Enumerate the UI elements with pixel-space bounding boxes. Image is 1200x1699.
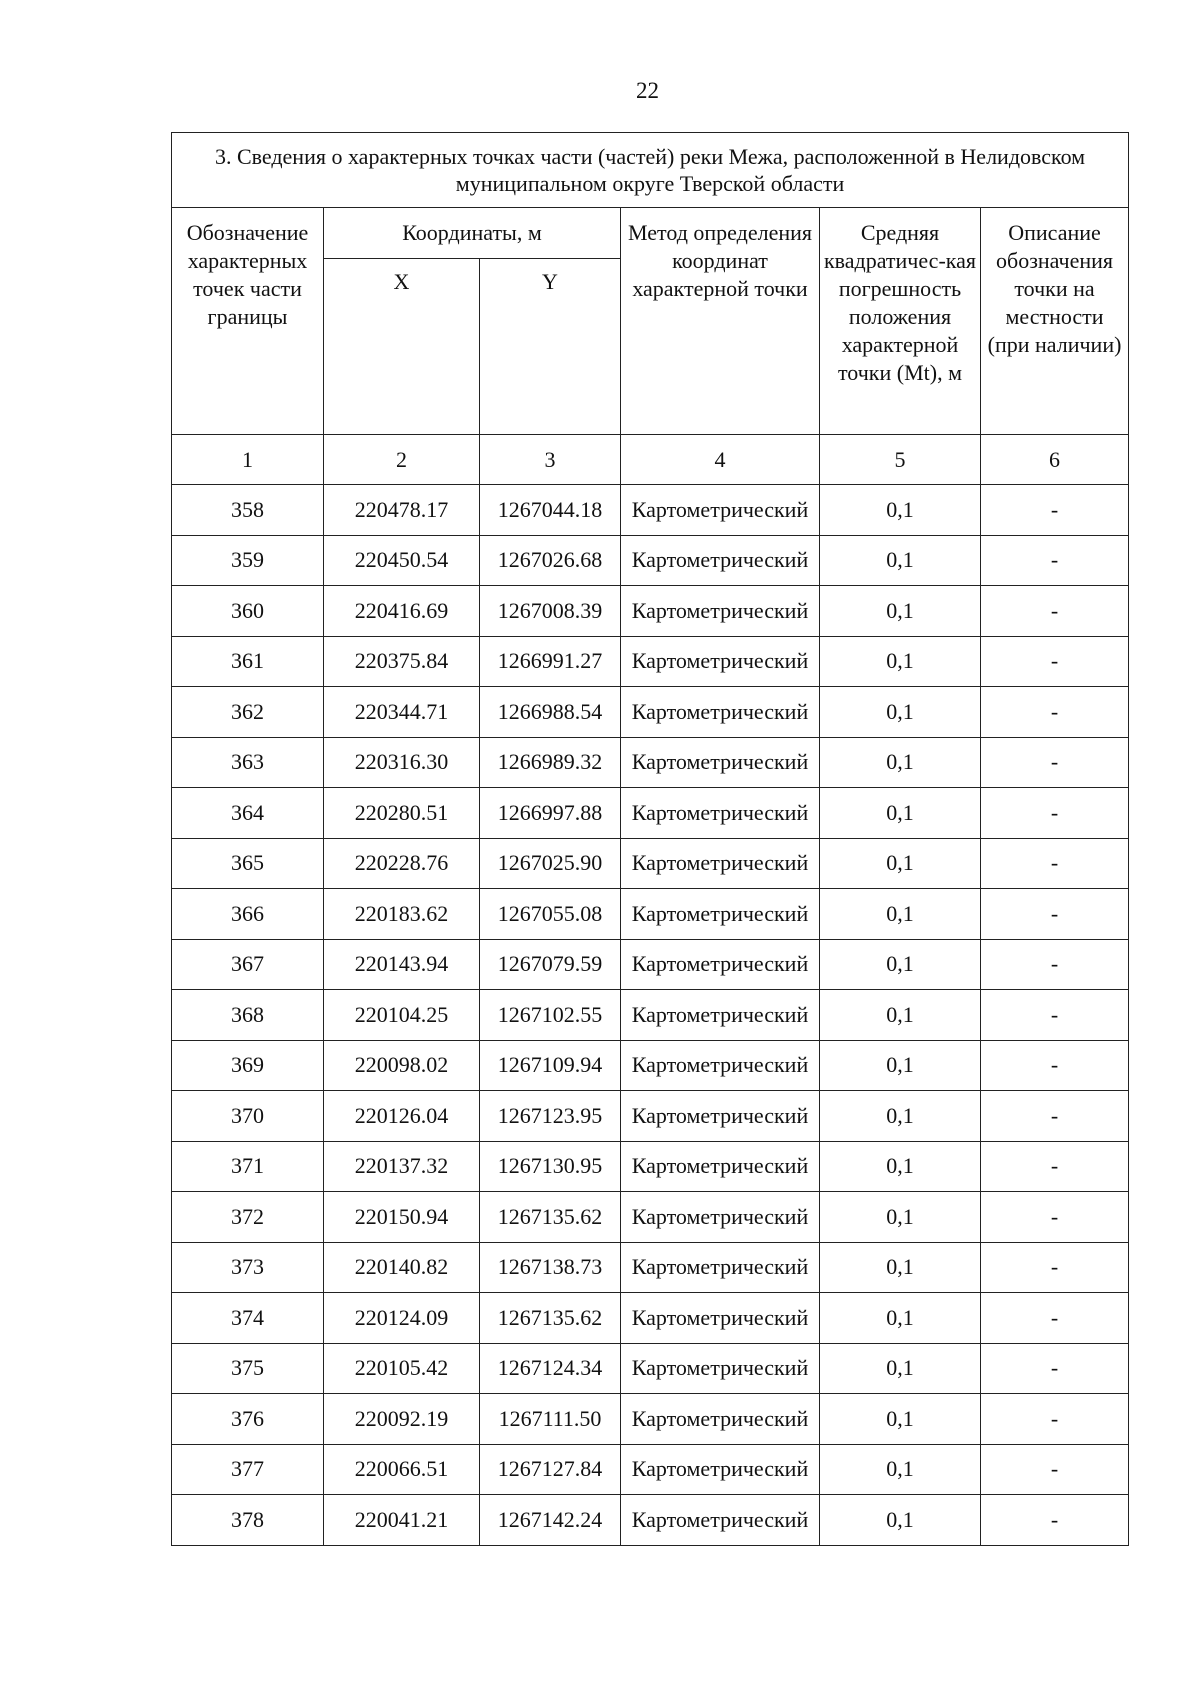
table-row [172,939,1129,990]
error-cell: 0,1 [820,939,981,990]
method-cell: Картометрический [621,1293,820,1344]
error-cell: 0,1 [820,1495,981,1546]
method-cell: Картометрический [621,889,820,940]
method-cell: Картометрический [621,939,820,990]
page-number: 22 [636,78,659,103]
x-cell: 220143.94 [324,939,480,990]
method-cell: Картометрический [621,1192,820,1243]
method-cell: Картометрический [621,1343,820,1394]
description-cell: - [981,535,1129,586]
y-cell: 1267109.94 [480,1040,621,1091]
description-cell: - [981,737,1129,788]
description-cell: - [981,1040,1129,1091]
header-description: Описание обозначения точки на местности (при наличии) [981,208,1129,435]
table-row [172,1242,1129,1293]
error-cell: 0,1 [820,485,981,536]
error-cell: 0,1 [820,1242,981,1293]
method-cell: Картометрический [621,485,820,536]
point-cell: 366 [172,889,324,940]
point-cell: 364 [172,788,324,839]
error-cell: 0,1 [820,1040,981,1091]
method-cell: Картометрический [621,636,820,687]
y-cell: 1267135.62 [480,1293,621,1344]
point-cell: 359 [172,535,324,586]
header-method: Метод определения координат характерной точки [621,208,820,435]
table-row [172,1495,1129,1546]
x-cell: 220124.09 [324,1293,480,1344]
x-cell: 220104.25 [324,990,480,1041]
y-cell: 1267127.84 [480,1444,621,1495]
point-cell: 363 [172,737,324,788]
description-cell: - [981,990,1129,1041]
description-cell: - [981,1394,1129,1445]
error-cell: 0,1 [820,1141,981,1192]
column-number: 6 [981,435,1129,485]
column-number: 3 [480,435,621,485]
method-cell: Картометрический [621,1242,820,1293]
header-point-designation: Обозначение характерных точек части границы [172,208,324,435]
method-cell: Картометрический [621,1141,820,1192]
header-coordinates: Координаты, м [324,208,621,259]
table-row [172,1040,1129,1091]
y-cell: 1267123.95 [480,1091,621,1142]
header-x: X [324,259,480,435]
point-cell: 373 [172,1242,324,1293]
point-cell: 377 [172,1444,324,1495]
x-cell: 220280.51 [324,788,480,839]
x-cell: 220344.71 [324,687,480,738]
x-cell: 220066.51 [324,1444,480,1495]
x-cell: 220137.32 [324,1141,480,1192]
table-row [172,1444,1129,1495]
header-error: Средняя квадратичес-кая погрешность положения характерной точки (Mt), м [820,208,981,435]
description-cell: - [981,889,1129,940]
y-cell: 1267079.59 [480,939,621,990]
point-cell: 374 [172,1293,324,1344]
method-cell: Картометрический [621,1444,820,1495]
point-cell: 367 [172,939,324,990]
x-cell: 220478.17 [324,485,480,536]
x-cell: 220126.04 [324,1091,480,1142]
y-cell: 1267025.90 [480,838,621,889]
x-cell: 220041.21 [324,1495,480,1546]
point-cell: 378 [172,1495,324,1546]
error-cell: 0,1 [820,1343,981,1394]
y-cell: 1266988.54 [480,687,621,738]
column-numbers-row [172,435,1129,485]
method-cell: Картометрический [621,1394,820,1445]
y-cell: 1267102.55 [480,990,621,1041]
error-cell: 0,1 [820,1293,981,1344]
column-number: 5 [820,435,981,485]
table-row [172,586,1129,637]
x-cell: 220316.30 [324,737,480,788]
table-row [172,737,1129,788]
description-cell: - [981,636,1129,687]
description-cell: - [981,1242,1129,1293]
y-cell: 1267135.62 [480,1192,621,1243]
point-cell: 358 [172,485,324,536]
method-cell: Картометрический [621,1495,820,1546]
y-cell: 1267026.68 [480,535,621,586]
error-cell: 0,1 [820,990,981,1041]
x-cell: 220092.19 [324,1394,480,1445]
table-row [172,636,1129,687]
point-cell: 370 [172,1091,324,1142]
table-row [172,1394,1129,1445]
y-cell: 1267111.50 [480,1394,621,1445]
x-cell: 220150.94 [324,1192,480,1243]
description-cell: - [981,1141,1129,1192]
error-cell: 0,1 [820,586,981,637]
point-cell: 368 [172,990,324,1041]
error-cell: 0,1 [820,1192,981,1243]
description-cell: - [981,1091,1129,1142]
table-row [172,1343,1129,1394]
table-row [172,535,1129,586]
error-cell: 0,1 [820,1091,981,1142]
point-cell: 361 [172,636,324,687]
point-cell: 371 [172,1141,324,1192]
method-cell: Картометрический [621,1040,820,1091]
y-cell: 1267138.73 [480,1242,621,1293]
y-cell: 1267008.39 [480,586,621,637]
description-cell: - [981,788,1129,839]
error-cell: 0,1 [820,1394,981,1445]
description-cell: - [981,1293,1129,1344]
method-cell: Картометрический [621,788,820,839]
point-cell: 365 [172,838,324,889]
y-cell: 1267124.34 [480,1343,621,1394]
table-row [172,485,1129,536]
description-cell: - [981,939,1129,990]
y-cell: 1266997.88 [480,788,621,839]
header-y: Y [480,259,621,435]
method-cell: Картометрический [621,737,820,788]
table-row [172,687,1129,738]
method-cell: Картометрический [621,535,820,586]
y-cell: 1267055.08 [480,889,621,940]
point-cell: 372 [172,1192,324,1243]
description-cell: - [981,1192,1129,1243]
point-cell: 375 [172,1343,324,1394]
x-cell: 220375.84 [324,636,480,687]
method-cell: Картометрический [621,838,820,889]
y-cell: 1267044.18 [480,485,621,536]
x-cell: 220140.82 [324,1242,480,1293]
x-cell: 220228.76 [324,838,480,889]
description-cell: - [981,586,1129,637]
description-cell: - [981,1343,1129,1394]
x-cell: 220450.54 [324,535,480,586]
coordinates-table [171,132,1129,1546]
error-cell: 0,1 [820,838,981,889]
table-row [172,1141,1129,1192]
column-number: 1 [172,435,324,485]
x-cell: 220183.62 [324,889,480,940]
x-cell: 220098.02 [324,1040,480,1091]
column-number: 4 [621,435,820,485]
table-row [172,1192,1129,1243]
point-cell: 362 [172,687,324,738]
x-cell: 220105.42 [324,1343,480,1394]
table-row [172,889,1129,940]
column-number: 2 [324,435,480,485]
point-cell: 376 [172,1394,324,1445]
method-cell: Картометрический [621,1091,820,1142]
point-cell: 360 [172,586,324,637]
description-cell: - [981,1444,1129,1495]
table-row [172,788,1129,839]
method-cell: Картометрический [621,990,820,1041]
table-row [172,990,1129,1041]
y-cell: 1266989.32 [480,737,621,788]
method-cell: Картометрический [621,586,820,637]
table-row [172,1293,1129,1344]
error-cell: 0,1 [820,636,981,687]
error-cell: 0,1 [820,535,981,586]
error-cell: 0,1 [820,788,981,839]
y-cell: 1267130.95 [480,1141,621,1192]
method-cell: Картометрический [621,687,820,738]
description-cell: - [981,485,1129,536]
x-cell: 220416.69 [324,586,480,637]
error-cell: 0,1 [820,889,981,940]
error-cell: 0,1 [820,737,981,788]
y-cell: 1266991.27 [480,636,621,687]
table-row [172,838,1129,889]
point-cell: 369 [172,1040,324,1091]
error-cell: 0,1 [820,687,981,738]
description-cell: - [981,1495,1129,1546]
y-cell: 1267142.24 [480,1495,621,1546]
description-cell: - [981,838,1129,889]
table-caption: 3. Сведения о характерных точках части (частей) реки Межа, расположенной в Нелидовском муниципальном округе Тверской области [172,133,1129,208]
description-cell: - [981,687,1129,738]
table-row [172,1091,1129,1142]
error-cell: 0,1 [820,1444,981,1495]
